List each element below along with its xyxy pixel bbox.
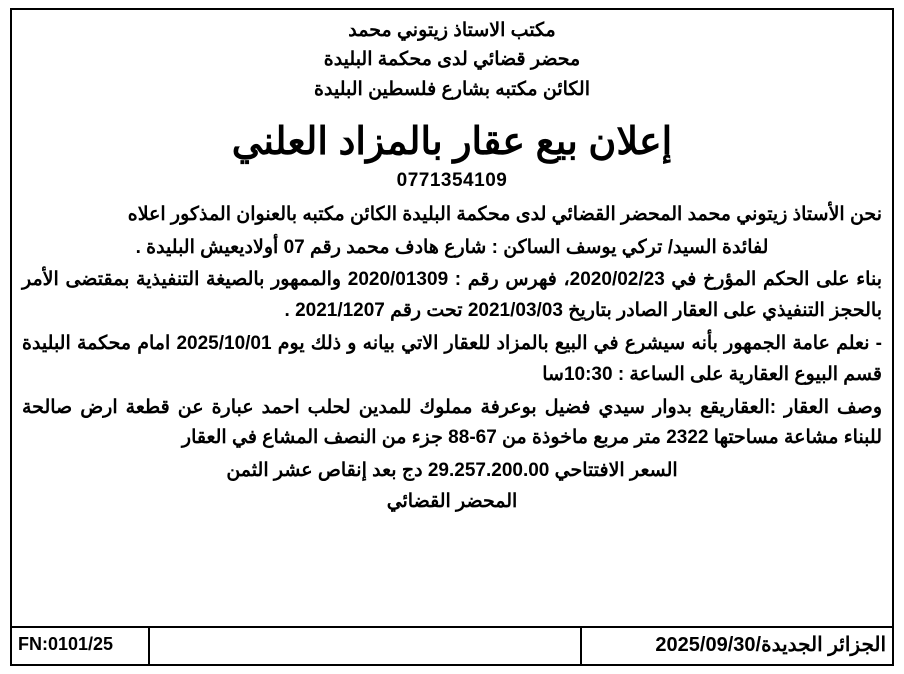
footer-reference: FN:0101/25: [18, 634, 114, 654]
footer-divider-right: [148, 626, 150, 666]
page-title: إعلان بيع عقار بالمزاد العلني: [231, 121, 673, 164]
contact-phone: 0771354109: [396, 169, 508, 191]
document-footer: [10, 626, 894, 666]
signature-line: المحضر القضائي: [386, 490, 518, 512]
paragraph-auction-notice: - نعلم عامة الجمهور بأنه سيشرع في البيع بالمزاد للعقار الاتي بيانه و ذلك يوم 2025/10/01 امام محكمة البليدة قسم البيوع العقارية على الساعة : 10:30سا: [22, 332, 883, 385]
document-content: [22, 16, 882, 518]
paragraph-beneficiary: لفائدة السيد/ تركي يوسف الساكن : شارع هادف محمد رقم 07 أولاديعيش البليدة .: [135, 236, 769, 258]
footer-divider-left: [580, 626, 582, 666]
paragraph-property-description: وصف العقار :العقاريقع بدوار سيدي فضيل بوعرفة مملوك للمدين لحلب احمد عبارة عن قطعة ارض صالحة للبناء مشاعة مساحتها 2322 متر مربع ماخوذة من 67-88 جزء من النصف المشاع في العقار: [22, 396, 882, 449]
office-address: الكائن مكتبه بشارع فلسطين البليدة: [314, 78, 590, 100]
paragraph-intro: نحن الأستاذ زيتوني محمد المحضر القضائي لدى محكمة البليدة الكائن مكتبه بالعنوان المذكور اعلاه: [127, 203, 882, 225]
footer-place-date: الجزائر الجديدة/2025/09/30: [655, 634, 886, 656]
office-role: محضر قضائي لدى محكمة البليدة: [323, 49, 581, 71]
footer-divider: [10, 626, 894, 628]
paragraph-opening-price: السعر الافتتاحي 29.257.200.00 دج بعد إنقاص عشر الثمن: [226, 460, 678, 482]
document-body: [22, 200, 882, 518]
paragraph-judgment: بناء على الحكم المؤرخ في 2020/02/23، فهرس رقم : 2020/01309 والممهور بالصيغة التنفيذية بمقتضى الأمر بالحجز التنفيذي على العقار الصادر بتاريخ 2021/03/03 تحت رقم 2021/1207 .: [22, 269, 882, 322]
office-name: مكتب الاستاذ زيتوني محمد: [348, 20, 556, 41]
